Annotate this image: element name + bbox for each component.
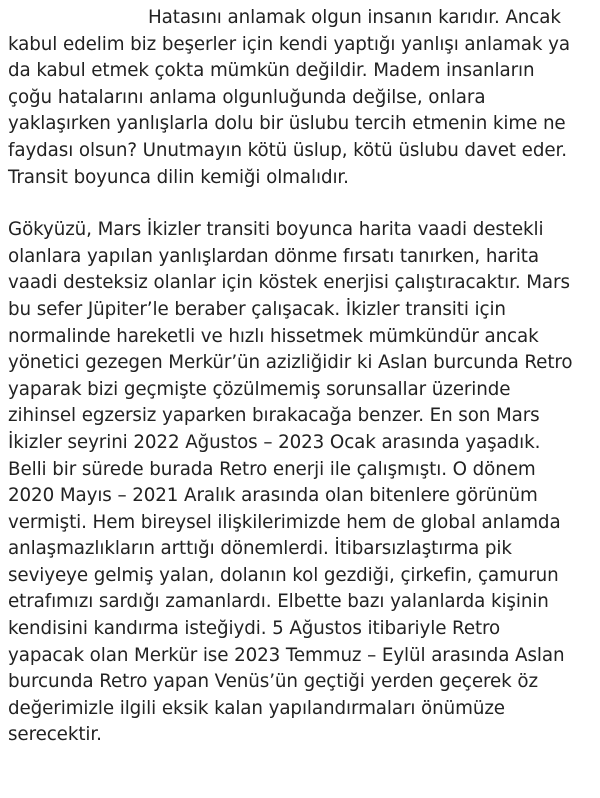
text-line: Transit boyunca dilin kemiği olmalıdır. bbox=[8, 166, 349, 188]
text-line: Hatasını anlamak olgun insanın karıdır. Ancak bbox=[148, 7, 561, 28]
text-line: olanlara yapılan yanlışlardan dönme fırsatı tanırken, harita bbox=[8, 245, 539, 267]
text-line: 2020 Mayıs – 2021 Aralık arasında olan bitenlere görünüm bbox=[8, 485, 538, 507]
paragraph-mars-transit bbox=[8, 217, 592, 749]
text-line: vaadi desteksiz olanlar için köstek enerjisi çalıştıracaktır. Mars bbox=[8, 272, 570, 294]
text-line: anlaşmazlıkların arttığı dönemlerdi. İtibarsızlaştırma pik bbox=[8, 538, 512, 560]
text-line: burcunda Retro yapan Venüs’ün geçtiği yerden geçerek öz bbox=[8, 671, 538, 693]
text-line: seviyeye gelmiş yalan, dolanın kol gezdiği, çirkefin, çamurun bbox=[8, 564, 559, 586]
text-line: yaklaşırken yanlışlarla dolu bir üslubu tercih etmenin kime ne bbox=[8, 113, 566, 135]
text-line: kendisini kandırma isteğiydi. 5 Ağustos itibariyle Retro bbox=[8, 618, 501, 640]
text-line: yönetici gezegen Merkür’ün azizliğidir ki Aslan burcunda Retro bbox=[8, 352, 573, 374]
text-line: vermişti. Hem bireysel ilişkilerimizde hem de global anlamda bbox=[8, 511, 561, 533]
text-line: İkizler seyrini 2022 Ağustos – 2023 Ocak arasında yaşadık. bbox=[8, 431, 541, 453]
text-line: bu sefer Jüpiter’le beraber çalışacak. İkizler transiti için bbox=[8, 298, 506, 320]
text-line: değerimizle ilgili eksik kalan yapılandırmaları önümüze bbox=[8, 697, 505, 719]
text-line: serecektir. bbox=[8, 724, 102, 746]
text-line: Gökyüzü, Mars İkizler transiti boyunca harita vaadi destekli bbox=[8, 219, 544, 241]
text-line: kabul edelim biz beşerler için kendi yaptığı yanlışı anlamak ya bbox=[8, 33, 570, 55]
text-line: da kabul etmek çokta mümkün değildir. Madem insanların bbox=[8, 60, 535, 82]
text-line: yaparak bizi geçmişte çözülmemiş sorunsallar üzerinde bbox=[8, 378, 511, 400]
text-line: Belli bir sürede burada Retro enerji ile çalışmıştı. O dönem bbox=[8, 458, 536, 480]
text-line: yapacak olan Merkür ise 2023 Temmuz – Eylül arasında Aslan bbox=[8, 644, 565, 666]
paragraph-spacer bbox=[8, 191, 592, 217]
paragraph-intro bbox=[8, 5, 592, 191]
text-line: normalinde hareketli ve hızlı hissetmek mümkündür ancak bbox=[8, 325, 539, 347]
text-line: çoğu hatalarını anlama olgunluğunda değilse, onlara bbox=[8, 86, 486, 108]
text-line: etrafımızı sardığı zamanlardı. Elbette bazı yalanlarda kişinin bbox=[8, 591, 549, 613]
text-line: faydası olsun? Unutmayın kötü üslup, kötü üslubu davet eder. bbox=[8, 139, 567, 161]
text-line: zihinsel egzersiz yaparken bırakacağa benzer. En son Mars bbox=[8, 405, 540, 427]
